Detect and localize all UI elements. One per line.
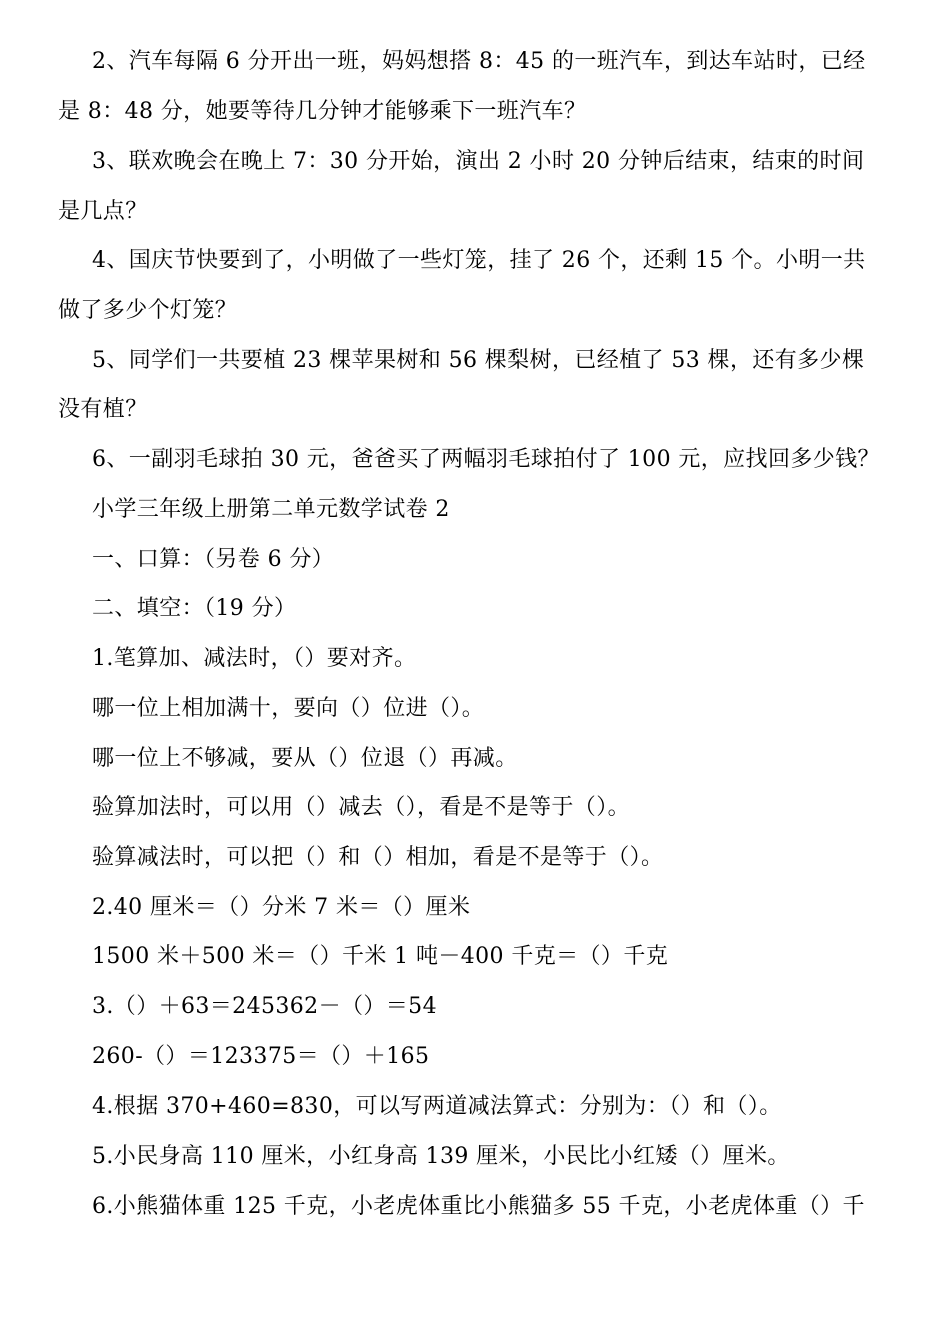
problem-4-line-1: 4、国庆节快要到了，小明做了一些灯笼，挂了 26 个，还剩 15 个。小明一共 xyxy=(92,248,866,273)
section-2-heading: 二、填空：（19 分） xyxy=(92,596,297,621)
exam-title: 小学三年级上册第二单元数学试卷 2 xyxy=(92,497,450,522)
fill-1-line-1: 1.笔算加、减法时，（）要对齐。 xyxy=(92,646,417,671)
fill-3-line-2: 260-（）＝123375＝（）＋165 xyxy=(92,1044,430,1069)
problem-6-line: 6、一副羽毛球拍 30 元，爸爸买了两幅羽毛球拍付了 100 元，应找回多少钱？ xyxy=(92,447,880,472)
problem-3-line-2: 是几点？ xyxy=(58,199,148,224)
section-1-heading: 一、口算：（另卷 6 分） xyxy=(92,547,335,572)
problem-5-line-1: 5、同学们一共要植 23 棵苹果树和 56 棵梨树，已经植了 53 棵，还有多少棵 xyxy=(92,348,865,373)
problem-4-line-2: 做了多少个灯笼？ xyxy=(58,298,238,323)
fill-2-line-1: 2.40 厘米＝（）分米 7 米＝（）厘米 xyxy=(92,895,471,920)
fill-2-line-2: 1500 米＋500 米＝（）千米 1 吨－400 千克＝（）千克 xyxy=(92,944,669,969)
problem-5-line-2: 没有植？ xyxy=(58,397,148,422)
fill-1-line-2: 哪一位上相加满十，要向（）位进（）。 xyxy=(92,696,485,721)
fill-1-line-5: 验算减法时，可以把（）和（）相加，看是不是等于（）。 xyxy=(92,845,664,870)
problem-3-line-1: 3、联欢晚会在晚上 7：30 分开始，演出 2 小时 20 分钟后结束，结束的时间 xyxy=(92,149,865,174)
problem-2-line-2: 是 8：48 分，她要等待几分钟才能够乘下一班汽车？ xyxy=(58,99,587,124)
fill-1-line-3: 哪一位上不够减，要从（）位退（）再减。 xyxy=(92,746,518,771)
fill-6-line: 6.小熊猫体重 125 千克，小老虎体重比小熊猫多 55 千克，小老虎体重（）千 xyxy=(92,1194,865,1219)
fill-1-line-4: 验算加法时，可以用（）减去（），看是不是等于（）。 xyxy=(92,795,631,820)
fill-4-line: 4.根据 370+460=830，可以写两道减法算式：分别为：（）和（）。 xyxy=(92,1094,782,1119)
problem-2-line-1: 2、汽车每隔 6 分开出一班，妈妈想搭 8：45 的一班汽车，到达车站时，已经 xyxy=(92,49,866,74)
fill-3-line-1: 3.（）＋63＝245362－（）＝54 xyxy=(92,994,437,1019)
fill-5-line: 5.小民身高 110 厘米，小红身高 139 厘米，小民比小红矮（）厘米。 xyxy=(92,1144,790,1169)
